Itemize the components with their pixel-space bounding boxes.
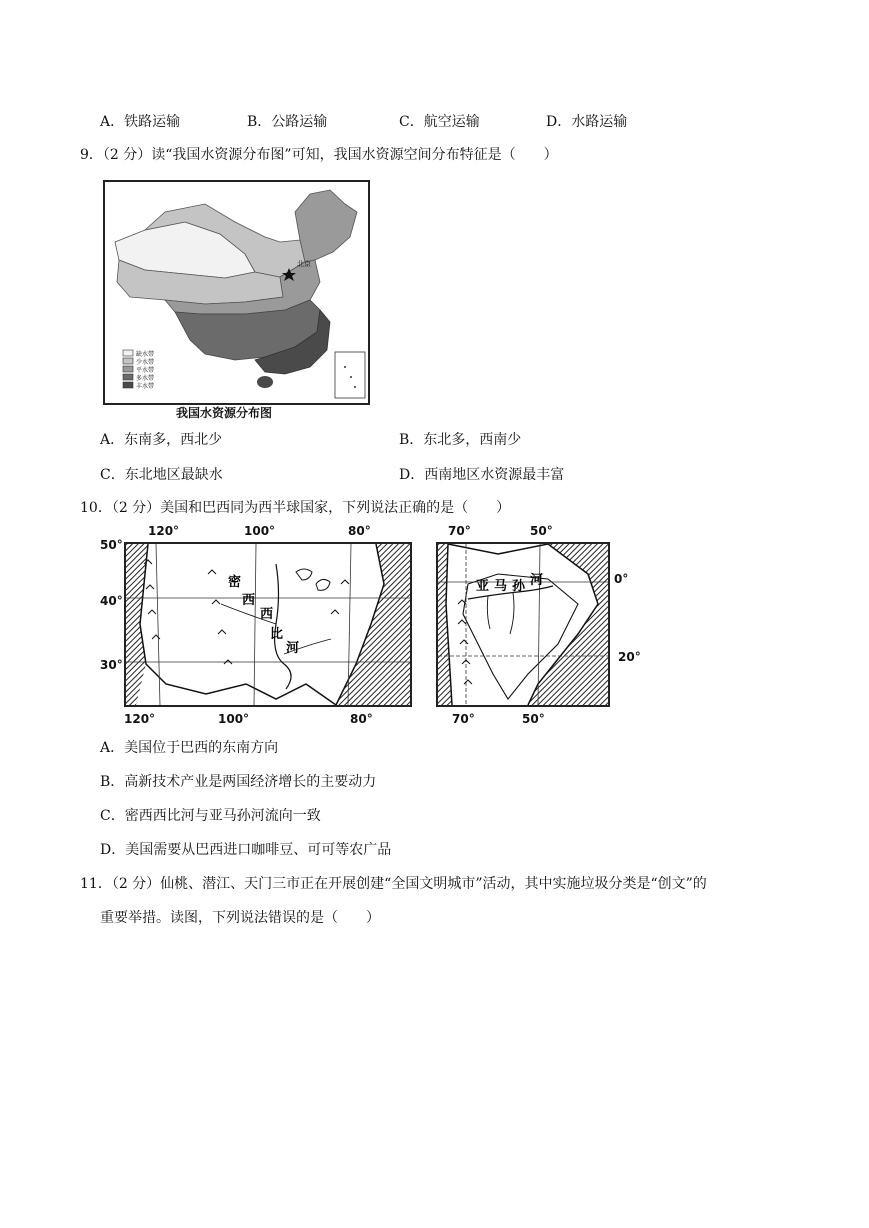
- legend-many: 多水带: [136, 375, 155, 382]
- q8-option-d: D．水路运输: [546, 114, 628, 130]
- usa-top-lon-80: 80°: [348, 524, 371, 538]
- usa-top-lon-100: 100°: [244, 524, 276, 538]
- q9-option-c: C．东北地区最缺水: [100, 467, 223, 483]
- q11-stem-line1: 11．（2 分）仙桃、潜江、天门三市正在开展创建“全国文明城市”活动，其中实施垃圾分类是“创文”的: [80, 876, 707, 892]
- usa-lat-40: 40°: [100, 594, 123, 608]
- usa-map-frame: [124, 542, 412, 707]
- usa-bottom-lon-100: 100°: [218, 712, 250, 726]
- legend-low: 少水带: [136, 359, 155, 366]
- q9-stem: 9．（2 分）读“我国水资源分布图”可知，我国水资源空间分布特征是（ ）: [80, 147, 558, 163]
- brazil-map-graphic: [438, 544, 608, 705]
- brazil-map-frame: [436, 542, 610, 707]
- brazil-river-char-4: 河: [530, 573, 544, 588]
- usa-bottom-lon-120: 120°: [124, 712, 156, 726]
- q11-stem-line2: 重要举措。读图，下列说法错误的是（ ）: [100, 910, 380, 926]
- usa-river-char-4: 比: [270, 627, 284, 642]
- brazil-top-lon-70: 70°: [448, 524, 471, 538]
- south-sea-inset: [335, 352, 365, 398]
- legend-rich: 丰水带: [136, 383, 155, 390]
- usa-lat-30: 30°: [100, 658, 123, 672]
- legend-lack: 缺水带: [136, 351, 155, 358]
- usa-bottom-lon-80: 80°: [350, 712, 373, 726]
- usa-river-char-1: 密: [228, 575, 242, 590]
- usa-river-char-2: 西: [242, 593, 256, 608]
- brazil-bottom-lon-50: 50°: [522, 712, 545, 726]
- q10-stem: 10．（2 分）美国和巴西同为西半球国家，下列说法正确的是（ ）: [80, 500, 511, 516]
- usa-map-graphic: [126, 544, 410, 705]
- q9-option-b: B．东北多，西南少: [399, 432, 522, 448]
- usa-river-char-5: 河: [286, 641, 300, 656]
- capital-label: 北京: [297, 260, 311, 268]
- q8-option-a: A．铁路运输: [100, 114, 181, 130]
- q10-option-a: A．美国位于巴西的东南方向: [100, 740, 279, 756]
- q10-option-c: C．密西西比河与亚马孙河流向一致: [100, 808, 321, 824]
- q8-option-b: B．公路运输: [247, 114, 328, 130]
- q9-option-d: D．西南地区水资源最丰富: [399, 467, 565, 483]
- brazil-river-char-2: 马: [494, 579, 508, 594]
- map-legend: [123, 350, 154, 390]
- q10-option-b: B．高新技术产业是两国经济增长的主要动力: [100, 774, 377, 790]
- brazil-river-char-1: 亚: [476, 579, 490, 594]
- usa-lat-50: 50°: [100, 538, 123, 552]
- china-water-map-graphic: [105, 182, 368, 403]
- q9-option-a: A．东南多，西北少: [100, 432, 223, 448]
- china-map-caption: 我国水资源分布图: [176, 406, 273, 420]
- brazil-river-char-3: 孙: [512, 579, 526, 594]
- usa-river-char-3: 西: [260, 607, 274, 622]
- q10-option-d: D．美国需要从巴西进口咖啡豆、可可等农广品: [100, 842, 392, 858]
- q8-option-c: C．航空运输: [399, 114, 480, 130]
- brazil-bottom-lon-70: 70°: [452, 712, 475, 726]
- legend-mid: 平水带: [136, 367, 155, 374]
- brazil-top-lon-50: 50°: [530, 524, 553, 538]
- brazil-lat-0: 0°: [614, 572, 629, 586]
- brazil-lat-20: 20°: [618, 650, 641, 664]
- usa-top-lon-120: 120°: [148, 524, 180, 538]
- china-water-map: [103, 180, 370, 405]
